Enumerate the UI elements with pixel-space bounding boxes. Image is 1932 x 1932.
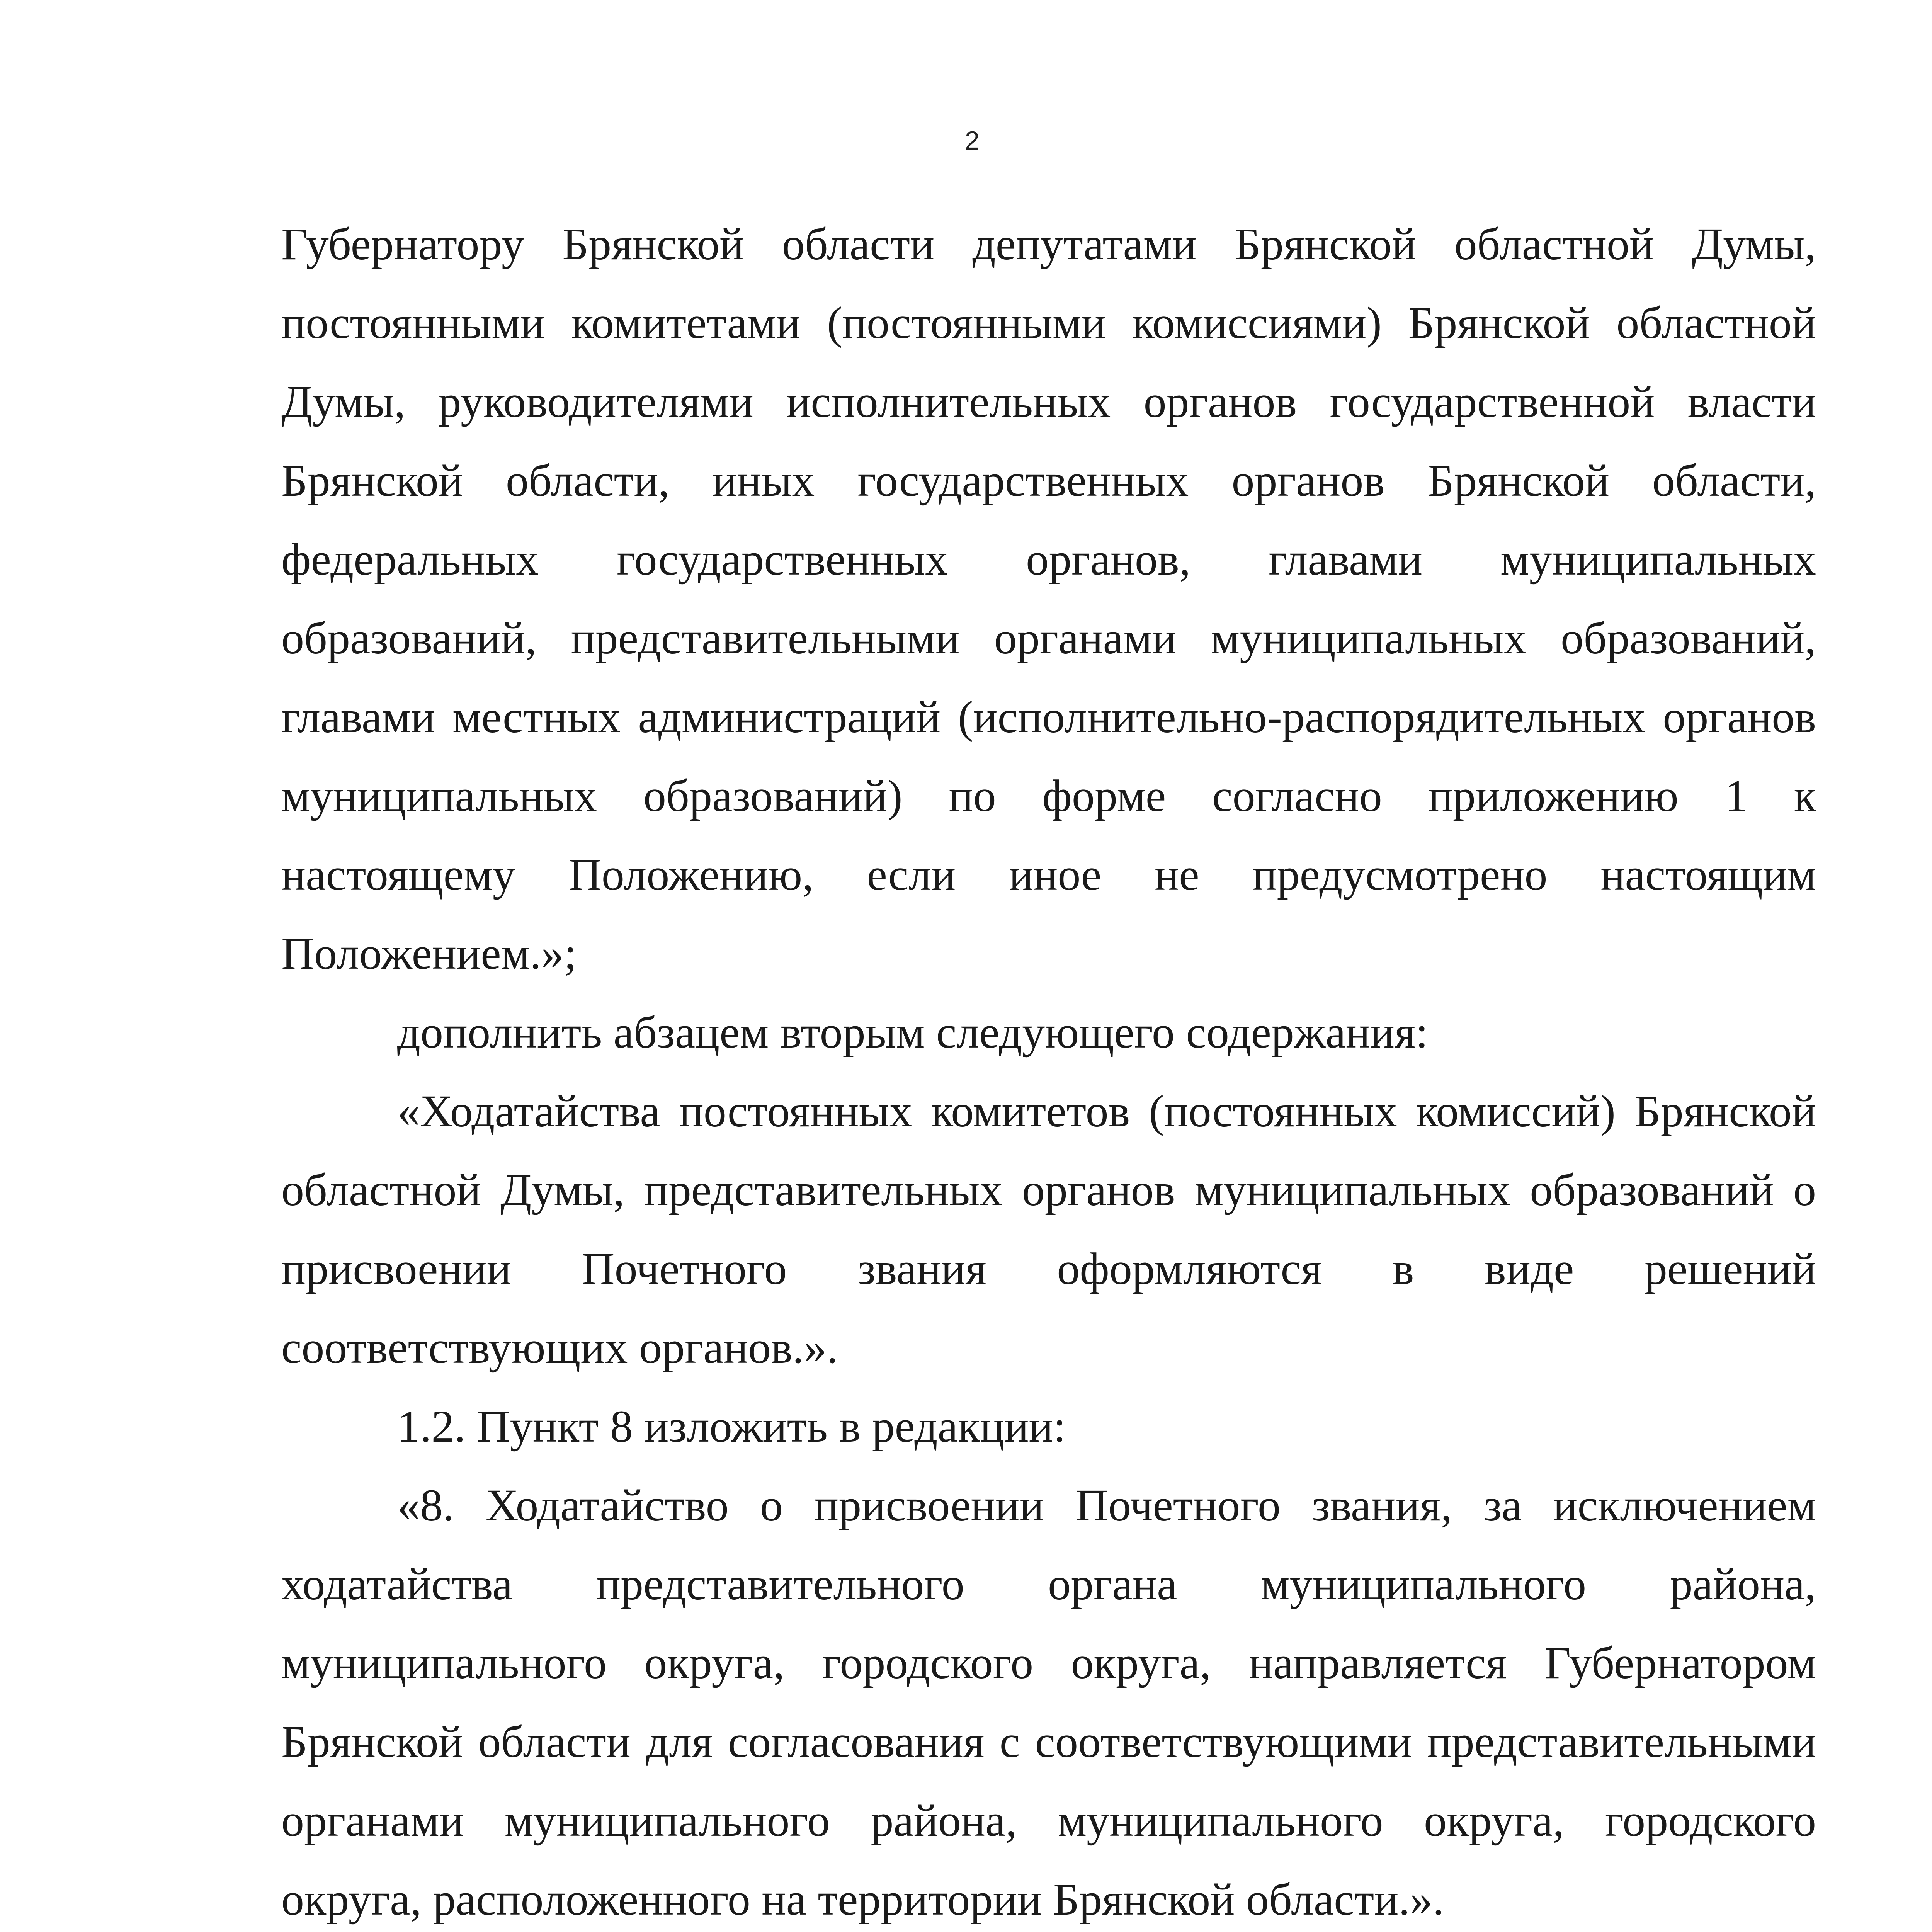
- paragraph-continuation: Губернатору Брянской области депутатами Брянской областной Думы, постоянными комитетами (постоянными комиссиями) Брянской областной Думы, руководителями исполнительных органов государственной власти Брянской области, иных государственных органов Брянской области, федеральных государственных органов, главами муниципальных образований, представительными органами муниципальных образований, главами местных администраций (исполнительно-распорядительных органов муниципальных образований) по форме согласно приложению 1 к настоящему Положению, если иное не предусмотрено настоящим Положением.»;: [281, 219, 1816, 979]
- paragraph-amendment-intro: дополнить абзацем вторым следующего содержания:: [397, 1007, 1429, 1058]
- paragraph-petitions-form: «Ходатайства постоянных комитетов (постоянных комиссий) Брянской областной Думы, представительных органов муниципальных образований о присвоении Почетного звания оформляются в виде решений соответствующих органов.».: [281, 1086, 1816, 1373]
- paragraph-item-1-2: 1.2. Пункт 8 изложить в редакции:: [397, 1401, 1066, 1452]
- page-number: 2: [965, 126, 980, 155]
- paragraph-item-8: «8. Ходатайство о присвоении Почетного звания, за исключением ходатайства представительного органа муниципального района, муниципального округа, городского округа, направляется Губернатором Брянской области для согласования с соответствующими представительными органами муниципального района, муниципального округа, городского округа, расположенного на территории Брянской области.».: [281, 1480, 1816, 1925]
- document-body: [281, 205, 1816, 1932]
